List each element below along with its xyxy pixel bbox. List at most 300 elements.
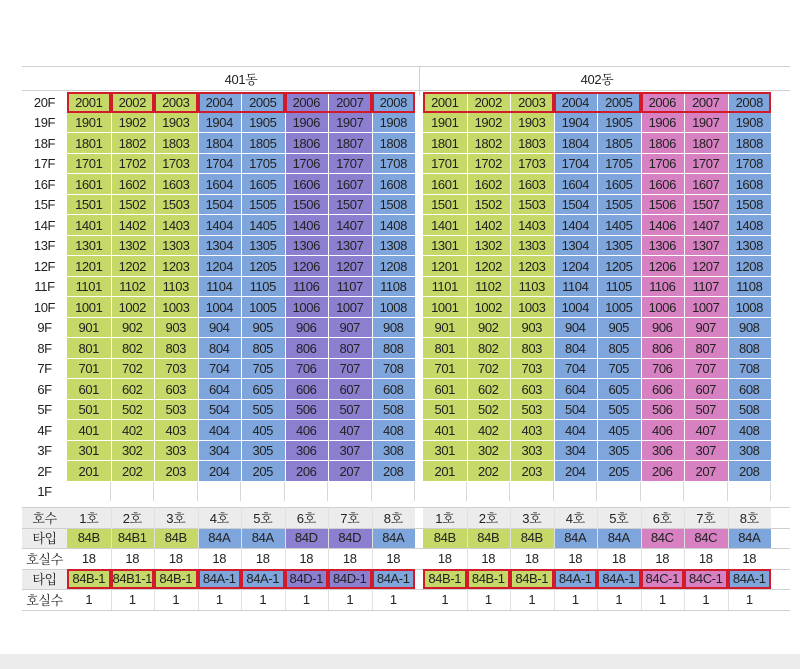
unit-cell[interactable]: 305	[597, 441, 641, 462]
unit-cell[interactable]: 808	[728, 338, 772, 359]
unit-cell[interactable]: 1306	[641, 236, 685, 257]
unit-cell[interactable]: 1604	[554, 174, 598, 195]
unit-cell[interactable]: 1002	[467, 297, 511, 318]
unit-cell[interactable]: 1703	[510, 154, 554, 175]
unit-cell[interactable]: 301	[423, 441, 467, 462]
unit-cell[interactable]: 906	[285, 318, 329, 339]
unit-cell[interactable]: 1905	[597, 113, 641, 134]
unit-cell[interactable]: 1808	[372, 133, 416, 154]
unit-cell[interactable]: 1901	[67, 113, 111, 134]
unit-cell[interactable]: 706	[285, 359, 329, 380]
unit-cell[interactable]: 1806	[641, 133, 685, 154]
unit-cell[interactable]: 1308	[728, 236, 772, 257]
unit-cell[interactable]: 1805	[597, 133, 641, 154]
unit-cell[interactable]: 1307	[328, 236, 372, 257]
unit-cell[interactable]: 1306	[285, 236, 329, 257]
unit-cell[interactable]: 402	[467, 420, 511, 441]
unit-cell[interactable]	[641, 482, 685, 503]
unit-cell[interactable]: 1102	[111, 277, 155, 298]
unit-cell[interactable]: 208	[372, 461, 416, 482]
unit-cell[interactable]: 1104	[554, 277, 598, 298]
unit-cell[interactable]: 603	[154, 379, 198, 400]
unit-cell[interactable]: 2005	[241, 92, 285, 113]
unit-cell[interactable]: 1307	[684, 236, 728, 257]
unit-cell[interactable]: 603	[510, 379, 554, 400]
unit-cell[interactable]: 2006	[641, 92, 685, 113]
unit-cell[interactable]: 504	[198, 400, 242, 421]
unit-cell[interactable]: 1007	[684, 297, 728, 318]
unit-cell[interactable]: 1804	[198, 133, 242, 154]
unit-cell[interactable]: 1301	[67, 236, 111, 257]
unit-cell[interactable]: 2002	[111, 92, 155, 113]
unit-cell[interactable]: 1905	[241, 113, 285, 134]
unit-cell[interactable]: 307	[328, 441, 372, 462]
unit-cell[interactable]	[241, 482, 285, 503]
unit-cell[interactable]	[423, 482, 467, 503]
unit-cell[interactable]: 1403	[510, 215, 554, 236]
unit-cell[interactable]: 1701	[423, 154, 467, 175]
unit-cell[interactable]: 1706	[641, 154, 685, 175]
unit-cell[interactable]: 1405	[597, 215, 641, 236]
unit-cell[interactable]: 206	[641, 461, 685, 482]
unit-cell[interactable]: 1508	[372, 195, 416, 216]
unit-cell[interactable]: 708	[728, 359, 772, 380]
unit-cell[interactable]: 2001	[423, 92, 467, 113]
unit-cell[interactable]	[467, 482, 511, 503]
unit-cell[interactable]: 1606	[641, 174, 685, 195]
unit-cell[interactable]: 1907	[684, 113, 728, 134]
unit-cell[interactable]: 1501	[67, 195, 111, 216]
unit-cell[interactable]: 305	[241, 441, 285, 462]
unit-cell[interactable]: 1407	[684, 215, 728, 236]
unit-cell[interactable]: 406	[641, 420, 685, 441]
unit-cell[interactable]: 1305	[241, 236, 285, 257]
unit-cell[interactable]	[597, 482, 641, 503]
unit-cell[interactable]: 1207	[684, 256, 728, 277]
unit-cell[interactable]: 704	[198, 359, 242, 380]
unit-cell[interactable]: 1605	[241, 174, 285, 195]
unit-cell[interactable]: 606	[285, 379, 329, 400]
unit-cell[interactable]: 706	[641, 359, 685, 380]
unit-cell[interactable]: 2006	[285, 92, 329, 113]
unit-cell[interactable]: 1001	[67, 297, 111, 318]
unit-cell[interactable]: 907	[684, 318, 728, 339]
unit-cell[interactable]: 405	[597, 420, 641, 441]
unit-cell[interactable]: 1903	[510, 113, 554, 134]
unit-cell[interactable]: 1008	[728, 297, 772, 318]
unit-cell[interactable]: 1407	[328, 215, 372, 236]
unit-cell[interactable]: 1906	[285, 113, 329, 134]
unit-cell[interactable]: 1107	[684, 277, 728, 298]
unit-cell[interactable]: 803	[510, 338, 554, 359]
unit-cell[interactable]: 302	[467, 441, 511, 462]
unit-cell[interactable]: 1704	[554, 154, 598, 175]
unit-cell[interactable]: 808	[372, 338, 416, 359]
unit-cell[interactable]: 201	[67, 461, 111, 482]
unit-cell[interactable]: 1403	[154, 215, 198, 236]
unit-cell[interactable]: 802	[467, 338, 511, 359]
unit-cell[interactable]: 1602	[111, 174, 155, 195]
unit-cell[interactable]: 401	[423, 420, 467, 441]
unit-cell[interactable]: 303	[154, 441, 198, 462]
unit-cell[interactable]: 1801	[67, 133, 111, 154]
unit-cell[interactable]: 904	[198, 318, 242, 339]
unit-cell[interactable]: 1506	[285, 195, 329, 216]
unit-cell[interactable]: 702	[467, 359, 511, 380]
unit-cell[interactable]: 805	[597, 338, 641, 359]
unit-cell[interactable]: 2007	[684, 92, 728, 113]
unit-cell[interactable]: 908	[728, 318, 772, 339]
unit-cell[interactable]: 1604	[198, 174, 242, 195]
unit-cell[interactable]: 602	[111, 379, 155, 400]
unit-cell[interactable]	[198, 482, 242, 503]
unit-cell[interactable]: 1603	[510, 174, 554, 195]
unit-cell[interactable]: 1006	[285, 297, 329, 318]
unit-cell[interactable]: 508	[728, 400, 772, 421]
unit-cell[interactable]: 1502	[467, 195, 511, 216]
unit-cell[interactable]	[67, 482, 111, 503]
unit-cell[interactable]: 704	[554, 359, 598, 380]
unit-cell[interactable]: 203	[510, 461, 554, 482]
unit-cell[interactable]: 1802	[111, 133, 155, 154]
unit-cell[interactable]: 1401	[423, 215, 467, 236]
unit-cell[interactable]: 406	[285, 420, 329, 441]
unit-cell[interactable]: 1002	[111, 297, 155, 318]
unit-cell[interactable]: 605	[597, 379, 641, 400]
unit-cell[interactable]: 1708	[372, 154, 416, 175]
unit-cell[interactable]: 408	[372, 420, 416, 441]
unit-cell[interactable]: 1003	[154, 297, 198, 318]
unit-cell[interactable]: 1007	[328, 297, 372, 318]
unit-cell[interactable]: 2007	[328, 92, 372, 113]
unit-cell[interactable]: 705	[241, 359, 285, 380]
unit-cell[interactable]: 2008	[728, 92, 772, 113]
unit-cell[interactable]: 1506	[641, 195, 685, 216]
unit-cell[interactable]: 707	[328, 359, 372, 380]
unit-cell[interactable]: 1101	[423, 277, 467, 298]
unit-cell[interactable]: 402	[111, 420, 155, 441]
unit-cell[interactable]: 1908	[372, 113, 416, 134]
unit-cell[interactable]: 207	[684, 461, 728, 482]
unit-cell[interactable]: 201	[423, 461, 467, 482]
unit-cell[interactable]: 1406	[285, 215, 329, 236]
unit-cell[interactable]: 2003	[154, 92, 198, 113]
unit-cell[interactable]: 2002	[467, 92, 511, 113]
unit-cell[interactable]: 405	[241, 420, 285, 441]
unit-cell[interactable]: 207	[328, 461, 372, 482]
unit-cell[interactable]: 206	[285, 461, 329, 482]
unit-cell[interactable]: 502	[111, 400, 155, 421]
unit-cell[interactable]: 1708	[728, 154, 772, 175]
unit-cell[interactable]: 505	[241, 400, 285, 421]
unit-cell[interactable]: 703	[154, 359, 198, 380]
unit-cell[interactable]: 204	[198, 461, 242, 482]
unit-cell[interactable]: 1204	[198, 256, 242, 277]
unit-cell[interactable]: 1302	[467, 236, 511, 257]
unit-cell[interactable]: 1105	[241, 277, 285, 298]
unit-cell[interactable]: 904	[554, 318, 598, 339]
unit-cell[interactable]: 804	[198, 338, 242, 359]
unit-cell[interactable]: 1902	[111, 113, 155, 134]
unit-cell[interactable]: 1201	[67, 256, 111, 277]
unit-cell[interactable]: 1405	[241, 215, 285, 236]
unit-cell[interactable]: 1702	[111, 154, 155, 175]
unit-cell[interactable]: 1505	[241, 195, 285, 216]
unit-cell[interactable]: 1004	[554, 297, 598, 318]
unit-cell[interactable]: 1707	[684, 154, 728, 175]
unit-cell[interactable]: 307	[684, 441, 728, 462]
unit-cell[interactable]: 504	[554, 400, 598, 421]
unit-cell[interactable]: 1402	[467, 215, 511, 236]
unit-cell[interactable]: 308	[372, 441, 416, 462]
unit-cell[interactable]: 708	[372, 359, 416, 380]
unit-cell[interactable]: 1203	[510, 256, 554, 277]
unit-cell[interactable]: 1607	[684, 174, 728, 195]
unit-cell[interactable]: 807	[684, 338, 728, 359]
unit-cell[interactable]: 906	[641, 318, 685, 339]
unit-cell[interactable]: 1207	[328, 256, 372, 277]
unit-cell[interactable]: 903	[154, 318, 198, 339]
unit-cell[interactable]: 903	[510, 318, 554, 339]
unit-cell[interactable]: 205	[597, 461, 641, 482]
unit-cell[interactable]: 1103	[510, 277, 554, 298]
unit-cell[interactable]: 2004	[554, 92, 598, 113]
unit-cell[interactable]: 1807	[328, 133, 372, 154]
unit-cell[interactable]: 1208	[728, 256, 772, 277]
unit-cell[interactable]: 1903	[154, 113, 198, 134]
unit-cell[interactable]: 1608	[372, 174, 416, 195]
unit-cell[interactable]: 1608	[728, 174, 772, 195]
unit-cell[interactable]: 1202	[467, 256, 511, 277]
unit-cell[interactable]: 208	[728, 461, 772, 482]
unit-cell[interactable]: 608	[728, 379, 772, 400]
unit-cell[interactable]: 1202	[111, 256, 155, 277]
unit-cell[interactable]: 1404	[198, 215, 242, 236]
unit-cell[interactable]: 1203	[154, 256, 198, 277]
unit-cell[interactable]: 404	[554, 420, 598, 441]
unit-cell[interactable]: 605	[241, 379, 285, 400]
unit-cell[interactable]: 2008	[372, 92, 416, 113]
unit-cell[interactable]: 607	[328, 379, 372, 400]
unit-cell[interactable]: 807	[328, 338, 372, 359]
unit-cell[interactable]: 702	[111, 359, 155, 380]
unit-cell[interactable]: 1503	[510, 195, 554, 216]
unit-cell[interactable]: 506	[285, 400, 329, 421]
unit-cell[interactable]: 403	[154, 420, 198, 441]
unit-cell[interactable]	[328, 482, 372, 503]
unit-cell[interactable]: 1507	[328, 195, 372, 216]
unit-cell[interactable]: 306	[285, 441, 329, 462]
unit-cell[interactable]: 1606	[285, 174, 329, 195]
unit-cell[interactable]: 802	[111, 338, 155, 359]
unit-cell[interactable]: 1801	[423, 133, 467, 154]
unit-cell[interactable]: 1104	[198, 277, 242, 298]
unit-cell[interactable]: 1807	[684, 133, 728, 154]
unit-cell[interactable]: 1406	[641, 215, 685, 236]
unit-cell[interactable]: 604	[554, 379, 598, 400]
unit-cell[interactable]: 1803	[510, 133, 554, 154]
unit-cell[interactable]: 1303	[510, 236, 554, 257]
unit-cell[interactable]: 404	[198, 420, 242, 441]
unit-cell[interactable]: 1308	[372, 236, 416, 257]
unit-cell[interactable]: 403	[510, 420, 554, 441]
unit-cell[interactable]: 1501	[423, 195, 467, 216]
unit-cell[interactable]: 1601	[67, 174, 111, 195]
unit-cell[interactable]: 1408	[728, 215, 772, 236]
unit-cell[interactable]: 1206	[285, 256, 329, 277]
unit-cell[interactable]: 1105	[597, 277, 641, 298]
unit-cell[interactable]: 805	[241, 338, 285, 359]
unit-cell[interactable]: 1508	[728, 195, 772, 216]
unit-cell[interactable]: 1705	[241, 154, 285, 175]
unit-cell[interactable]: 1805	[241, 133, 285, 154]
unit-cell[interactable]: 1602	[467, 174, 511, 195]
unit-cell[interactable]: 803	[154, 338, 198, 359]
unit-cell[interactable]: 1004	[198, 297, 242, 318]
unit-cell[interactable]: 905	[241, 318, 285, 339]
unit-cell[interactable]: 608	[372, 379, 416, 400]
unit-cell[interactable]: 1301	[423, 236, 467, 257]
unit-cell[interactable]: 408	[728, 420, 772, 441]
unit-cell[interactable]: 1902	[467, 113, 511, 134]
unit-cell[interactable]: 705	[597, 359, 641, 380]
unit-cell[interactable]: 1206	[641, 256, 685, 277]
unit-cell[interactable]: 301	[67, 441, 111, 462]
unit-cell[interactable]: 601	[67, 379, 111, 400]
unit-cell[interactable]: 806	[285, 338, 329, 359]
unit-cell[interactable]: 2001	[67, 92, 111, 113]
unit-cell[interactable]: 501	[423, 400, 467, 421]
unit-cell[interactable]: 1106	[641, 277, 685, 298]
unit-cell[interactable]: 1302	[111, 236, 155, 257]
unit-cell[interactable]: 1208	[372, 256, 416, 277]
unit-cell[interactable]: 1908	[728, 113, 772, 134]
unit-cell[interactable]: 1106	[285, 277, 329, 298]
unit-cell[interactable]	[554, 482, 598, 503]
unit-cell[interactable]: 1304	[554, 236, 598, 257]
unit-cell[interactable]: 508	[372, 400, 416, 421]
unit-cell[interactable]: 306	[641, 441, 685, 462]
unit-cell[interactable]: 1706	[285, 154, 329, 175]
unit-cell[interactable]: 606	[641, 379, 685, 400]
unit-cell[interactable]: 304	[554, 441, 598, 462]
unit-cell[interactable]: 302	[111, 441, 155, 462]
unit-cell[interactable]: 1402	[111, 215, 155, 236]
unit-cell[interactable]: 607	[684, 379, 728, 400]
unit-cell[interactable]	[154, 482, 198, 503]
unit-cell[interactable]	[372, 482, 416, 503]
unit-cell[interactable]: 1701	[67, 154, 111, 175]
unit-cell[interactable]: 1806	[285, 133, 329, 154]
unit-cell[interactable]: 1907	[328, 113, 372, 134]
unit-cell[interactable]: 1304	[198, 236, 242, 257]
unit-cell[interactable]: 1404	[554, 215, 598, 236]
unit-cell[interactable]: 701	[67, 359, 111, 380]
unit-cell[interactable]	[285, 482, 329, 503]
unit-cell[interactable]: 1502	[111, 195, 155, 216]
unit-cell[interactable]: 1504	[554, 195, 598, 216]
unit-cell[interactable]: 401	[67, 420, 111, 441]
unit-cell[interactable]: 1001	[423, 297, 467, 318]
unit-cell[interactable]: 505	[597, 400, 641, 421]
unit-cell[interactable]: 1504	[198, 195, 242, 216]
unit-cell[interactable]: 303	[510, 441, 554, 462]
unit-cell[interactable]: 1303	[154, 236, 198, 257]
unit-cell[interactable]: 801	[67, 338, 111, 359]
unit-cell[interactable]: 602	[467, 379, 511, 400]
unit-cell[interactable]: 1607	[328, 174, 372, 195]
unit-cell[interactable]: 1707	[328, 154, 372, 175]
unit-cell[interactable]: 507	[328, 400, 372, 421]
unit-cell[interactable]: 2005	[597, 92, 641, 113]
unit-cell[interactable]: 1702	[467, 154, 511, 175]
unit-cell[interactable]: 1003	[510, 297, 554, 318]
unit-cell[interactable]: 506	[641, 400, 685, 421]
unit-cell[interactable]: 204	[554, 461, 598, 482]
unit-cell[interactable]	[111, 482, 155, 503]
unit-cell[interactable]: 308	[728, 441, 772, 462]
unit-cell[interactable]: 1008	[372, 297, 416, 318]
unit-cell[interactable]: 1901	[423, 113, 467, 134]
unit-cell[interactable]: 703	[510, 359, 554, 380]
unit-cell[interactable]	[684, 482, 728, 503]
unit-cell[interactable]: 1503	[154, 195, 198, 216]
unit-cell[interactable]: 1006	[641, 297, 685, 318]
unit-cell[interactable]: 1603	[154, 174, 198, 195]
unit-cell[interactable]: 1305	[597, 236, 641, 257]
unit-cell[interactable]: 1108	[728, 277, 772, 298]
unit-cell[interactable]: 501	[67, 400, 111, 421]
unit-cell[interactable]: 1605	[597, 174, 641, 195]
unit-cell[interactable]: 801	[423, 338, 467, 359]
unit-cell[interactable]: 1507	[684, 195, 728, 216]
unit-cell[interactable]: 905	[597, 318, 641, 339]
unit-cell[interactable]: 2003	[510, 92, 554, 113]
unit-cell[interactable]: 1601	[423, 174, 467, 195]
unit-cell[interactable]: 1703	[154, 154, 198, 175]
unit-cell[interactable]: 1906	[641, 113, 685, 134]
unit-cell[interactable]: 502	[467, 400, 511, 421]
unit-cell[interactable]: 1401	[67, 215, 111, 236]
unit-cell[interactable]: 1101	[67, 277, 111, 298]
unit-cell[interactable]: 908	[372, 318, 416, 339]
unit-cell[interactable]: 1704	[198, 154, 242, 175]
unit-cell[interactable]: 1705	[597, 154, 641, 175]
unit-cell[interactable]: 507	[684, 400, 728, 421]
unit-cell[interactable]: 1803	[154, 133, 198, 154]
unit-cell[interactable]: 1904	[554, 113, 598, 134]
unit-cell[interactable]: 202	[111, 461, 155, 482]
unit-cell[interactable]	[728, 482, 772, 503]
unit-cell[interactable]: 907	[328, 318, 372, 339]
unit-cell[interactable]: 503	[510, 400, 554, 421]
unit-cell[interactable]: 1802	[467, 133, 511, 154]
unit-cell[interactable]: 804	[554, 338, 598, 359]
unit-cell[interactable]: 806	[641, 338, 685, 359]
unit-cell[interactable]: 2004	[198, 92, 242, 113]
unit-cell[interactable]: 205	[241, 461, 285, 482]
unit-cell[interactable]: 1804	[554, 133, 598, 154]
unit-cell[interactable]: 1904	[198, 113, 242, 134]
unit-cell[interactable]: 902	[111, 318, 155, 339]
unit-cell[interactable]: 1505	[597, 195, 641, 216]
unit-cell[interactable]: 503	[154, 400, 198, 421]
unit-cell[interactable]: 203	[154, 461, 198, 482]
unit-cell[interactable]: 1201	[423, 256, 467, 277]
unit-cell[interactable]: 901	[67, 318, 111, 339]
unit-cell[interactable]: 1005	[241, 297, 285, 318]
unit-cell[interactable]: 407	[328, 420, 372, 441]
